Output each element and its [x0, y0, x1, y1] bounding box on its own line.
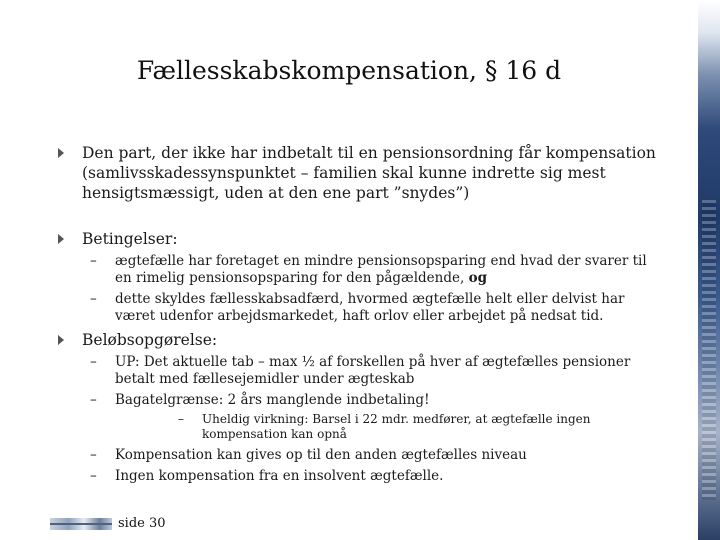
sub-sub-item-effect [178, 412, 648, 442]
sub-item-compensation-level [90, 447, 660, 464]
dash-marker: – [90, 447, 97, 463]
sub-item-text-body: ægtefælle har foretaget en mindre pensionsopsparing end hvad der svarer til en rimelig pensionsopsparing for den pågældende, [115, 253, 647, 286]
dash-marker: – [178, 412, 184, 426]
sub-item-up [90, 354, 660, 388]
footer-logo [50, 518, 112, 530]
sub-sub-item-text: Uheldig virkning: Barsel i 22 mdr. medfører, at ægtefælle ingen kompensation kan opnå [202, 412, 591, 441]
bullet-intro [58, 143, 658, 203]
bullet-amount [58, 330, 658, 350]
sub-item-threshold [90, 392, 660, 409]
bullet-conditions [58, 229, 658, 249]
dash-marker: – [90, 392, 97, 408]
triangle-bullet-icon [58, 335, 64, 345]
sub-item-text: dette skyldes fællesskabsadfærd, hvormed ægtefælle helt eller delvist har været udenfor arbejdsmarkedet, haft orlov eller arbejdet på nedsat tid. [115, 291, 625, 324]
slide-title: Fællesskabskompensation, § 16 d [136, 56, 562, 85]
bullet-text: Betingelser: [82, 230, 178, 248]
sub-item-bold-suffix: og [468, 270, 488, 286]
dash-marker: – [90, 291, 97, 307]
dash-marker: – [90, 253, 97, 269]
triangle-bullet-icon [58, 148, 64, 158]
sub-item-text [115, 253, 660, 287]
sub-item-text: Bagatelgrænse: 2 års manglende indbetaling! [115, 392, 430, 408]
bullet-text: Beløbsopgørelse: [82, 331, 218, 349]
dash-marker: – [90, 468, 97, 484]
dash-marker: – [90, 354, 97, 370]
page-number: side 30 [118, 516, 166, 531]
sub-item-text: Ingen kompensation fra en insolvent ægtefælle. [115, 468, 444, 484]
triangle-bullet-icon [58, 234, 64, 244]
bullet-text: Den part, der ikke har indbetalt til en pensionsordning får kompensation (samlivsskadessynspunktet – familien skal kunne indrette sig mest hensigtsmæssigt, uden at den ene part ”snydes”) [82, 144, 656, 202]
sub-item-condition-1 [90, 253, 660, 287]
sub-item-text: Kompensation kan gives op til den anden ægtefælles niveau [115, 447, 527, 463]
decorative-side-strip [698, 0, 720, 540]
sub-item-condition-2 [90, 291, 660, 325]
sub-item-insolvent [90, 468, 660, 485]
sub-item-text: UP: Det aktuelle tab – max ½ af forskellen på hver af ægtefælles pensioner betalt med fællesejemidler under ægteskab [115, 354, 631, 387]
